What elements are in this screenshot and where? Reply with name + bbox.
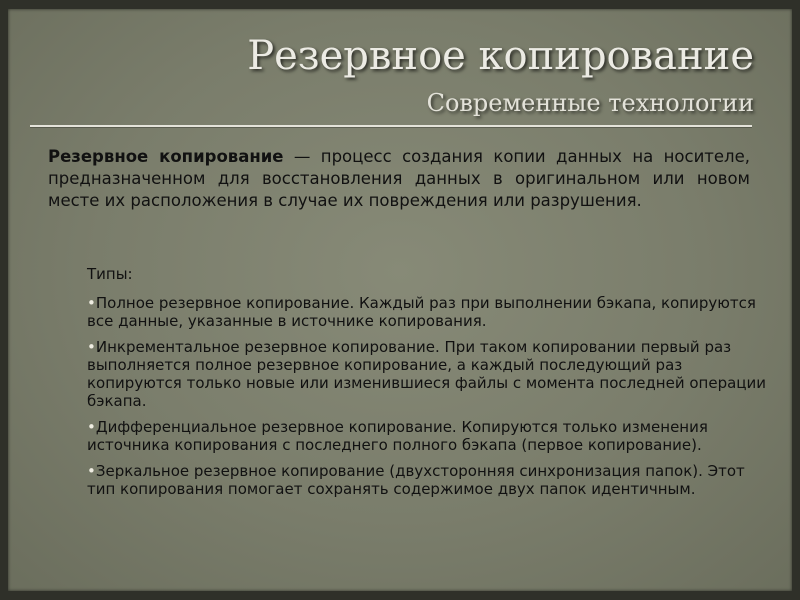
type-item-full	[87, 294, 767, 330]
type-item-mirror	[87, 462, 767, 498]
type-item-differential	[87, 418, 767, 454]
bullet-icon: •	[87, 338, 96, 356]
type-item-text: Полное резервное копирование. Каждый раз при выполнении бэкапа, копируются все данные, указанные в источнике копирования.	[87, 294, 756, 330]
types-heading: Типы:	[87, 265, 133, 283]
bullet-icon: •	[87, 294, 96, 312]
bullet-icon: •	[87, 462, 96, 480]
bullet-icon: •	[87, 418, 96, 436]
type-item-text: Инкрементальное резервное копирование. При таком копировании первый раз выполняется полное резервное копирование, а каждый последующий раз копируются только новые или изменившиеся файлы с момента последней операции бэкапа.	[87, 338, 766, 410]
definition-text: — процесс создания копии данных на носителе, предназначенном для восстановления данных в оригинальном или новом месте их расположения в случае их повреждения или разрушения.	[48, 147, 750, 210]
slide-subtitle: Современные технологии	[426, 89, 754, 117]
slide	[8, 9, 792, 591]
definition-paragraph	[48, 146, 750, 212]
definition-term: Резервное копирование	[48, 147, 284, 166]
type-item-incremental	[87, 338, 767, 410]
type-item-text: Зеркальное резервное копирование (двухсторонняя синхронизация папок). Этот тип копирования помогает сохранять содержимое двух папок идентичным.	[87, 462, 745, 498]
types-list	[87, 265, 767, 506]
slide-title: Резервное копирование	[247, 33, 754, 79]
title-divider	[30, 125, 752, 127]
type-item-text: Дифференциальное резервное копирование. Копируются только изменения источника копирования с последнего полного бэкапа (первое копирование).	[87, 418, 708, 454]
